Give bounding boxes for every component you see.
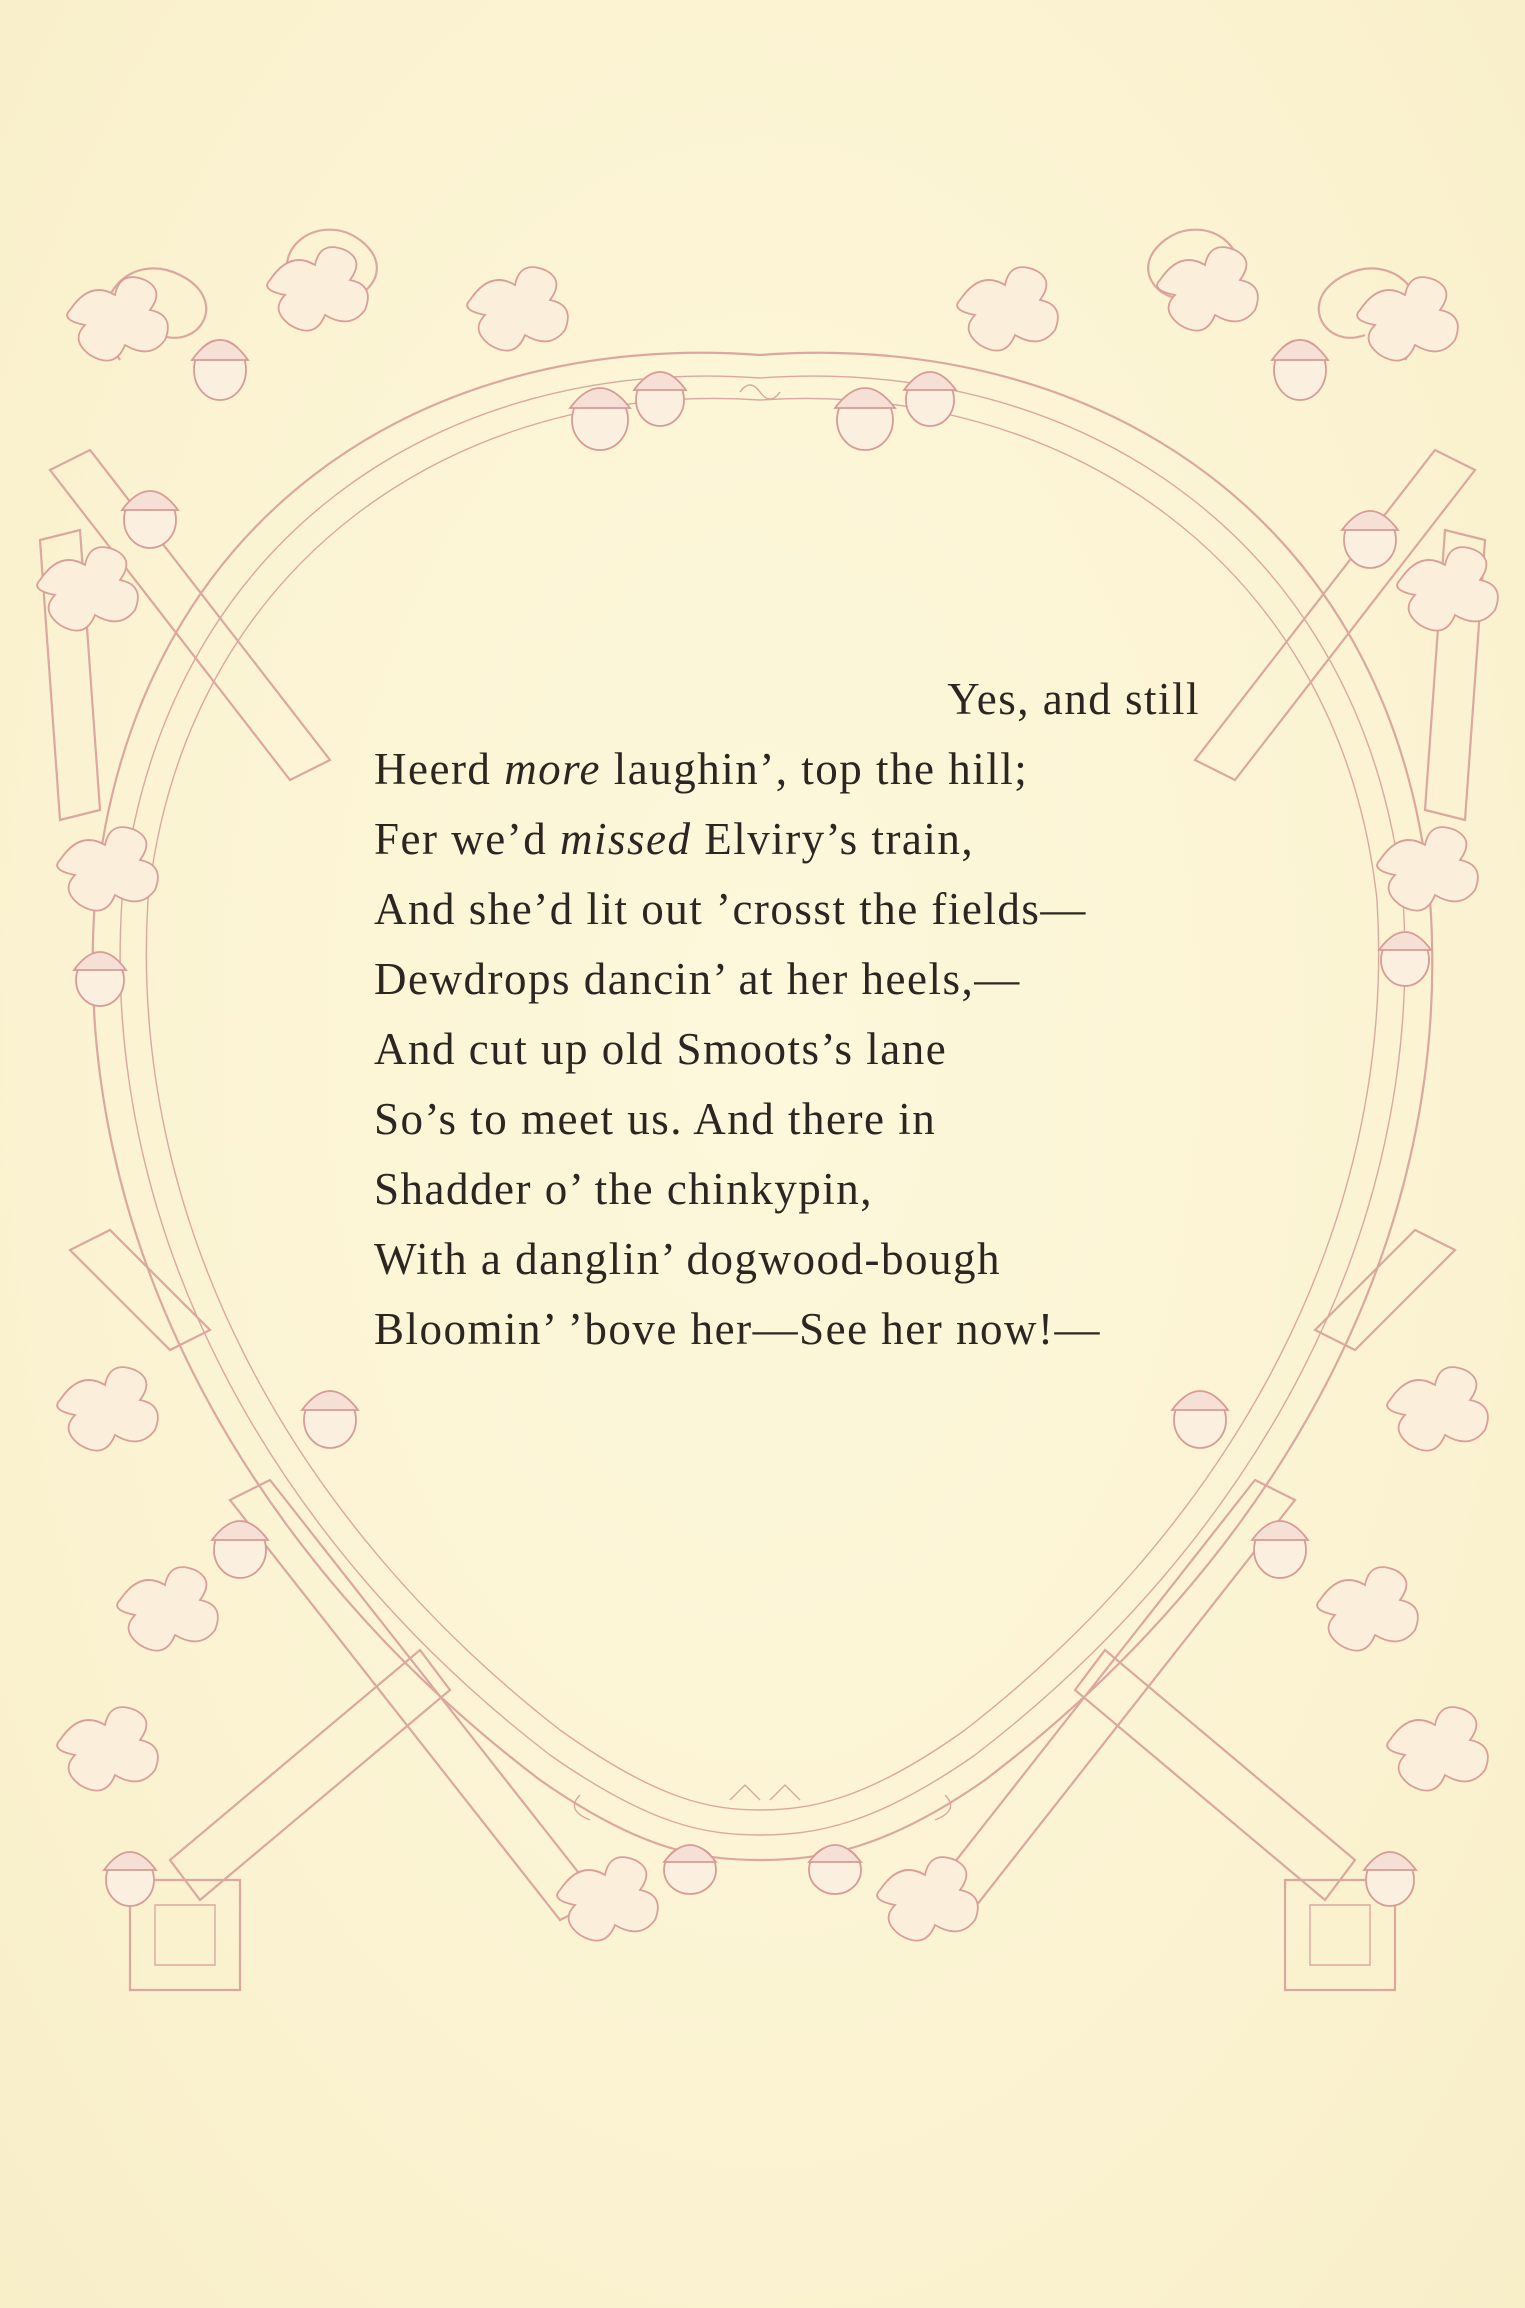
poem-line: With a danglin’ dogwood-bough [374, 1234, 1002, 1284]
poem-line: Fer we’d missed Elviry’s train, [374, 814, 975, 864]
poem-line: Yes, and still [947, 674, 1200, 724]
poem-line: Shadder o’ the chinkypin, [374, 1164, 874, 1214]
poem-stanza [374, 664, 1224, 1364]
poem-line: Dewdrops dancin’ at her heels,— [374, 954, 1021, 1004]
poem-line: And she’d lit out ’crosst the fields— [374, 884, 1087, 934]
italic-word: missed [559, 814, 692, 864]
poem-line: Bloomin’ ’bove her—See her now!— [374, 1304, 1101, 1354]
poem-line: Heerd more laughin’, top the hill; [374, 744, 1029, 794]
poem-line: So’s to meet us. And there in [374, 1094, 937, 1144]
italic-word: more [504, 744, 602, 794]
poem-line: And cut up old Smoots’s lane [374, 1024, 948, 1074]
